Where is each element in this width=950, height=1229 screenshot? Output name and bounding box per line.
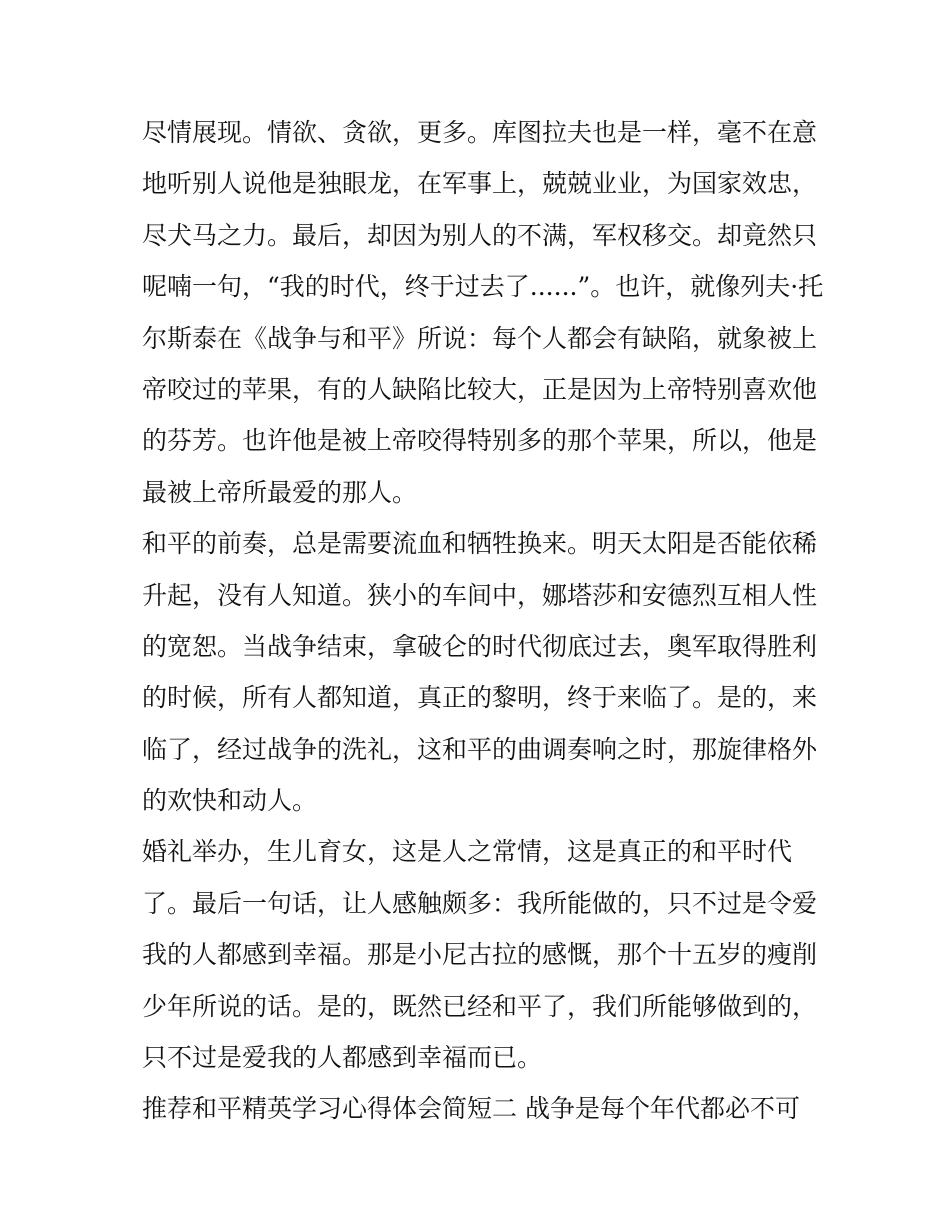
text-line: 临了，经过战争的洗礼，这和平的曲调奏响之时，那旋律格外 [142, 734, 818, 764]
text-line: 尽情展现。情欲、贪欲，更多。库图拉夫也是一样，毫不在意 [142, 118, 818, 147]
text-line: 的芬芳。也许他是被上帝咬得特别多的那个苹果，所以，他是 [142, 426, 818, 456]
text-line: 的时候，所有人都知道，真正的黎明，终于来临了。是的，来 [142, 683, 818, 713]
text-line: 升起，没有人知道。狭小的车间中，娜塔莎和安德烈互相人性 [142, 580, 818, 610]
text-line: 尽犬马之力。最后，却因为别人的不满，军权移交。却竟然只 [142, 220, 818, 250]
text-line: 少年所说的话。是的，既然已经和平了，我们所能够做到的， [142, 991, 818, 1021]
text-line: 地听别人说他是独眼龙，在军事上，兢兢业业，为国家效忠， [142, 169, 818, 199]
text-line: 婚礼举办，生儿育女，这是人之常情，这是真正的和平时代 [142, 837, 793, 867]
text-line: 只不过是爱我的人都感到幸福而已。 [142, 1043, 543, 1073]
text-line: 呢喃一句，“我的时代，终于过去了......”。也许，就像列夫·托 [142, 272, 824, 302]
text-line: 的宽恕。当战争结束，拿破仑的时代彻底过去，奥军取得胜利 [142, 631, 818, 661]
body-text [142, 107, 822, 1135]
text-line: 我的人都感到幸福。那是小尼古拉的感慨，那个十五岁的瘦削 [142, 940, 818, 970]
text-line: 最被上帝所最爱的那人。 [142, 477, 418, 507]
text-line: 的欢快和动人。 [142, 786, 318, 816]
text-line: 和平的前奏，总是需要流血和牺牲换来。明天太阳是否能依稀 [142, 529, 818, 559]
text-line: 帝咬过的苹果，有的人缺陷比较大，正是因为上帝特别喜欢他 [142, 374, 818, 404]
text-line: 了。最后一句话，让人感触颇多：我所能做的，只不过是令爱 [142, 888, 818, 918]
text-line: 尔斯泰在《战争与和平》所说：每个人都会有缺陷，就象被上 [142, 323, 818, 353]
text-line: 推荐和平精英学习心得体会简短二 战争是每个年代都必不可 [142, 1094, 800, 1124]
